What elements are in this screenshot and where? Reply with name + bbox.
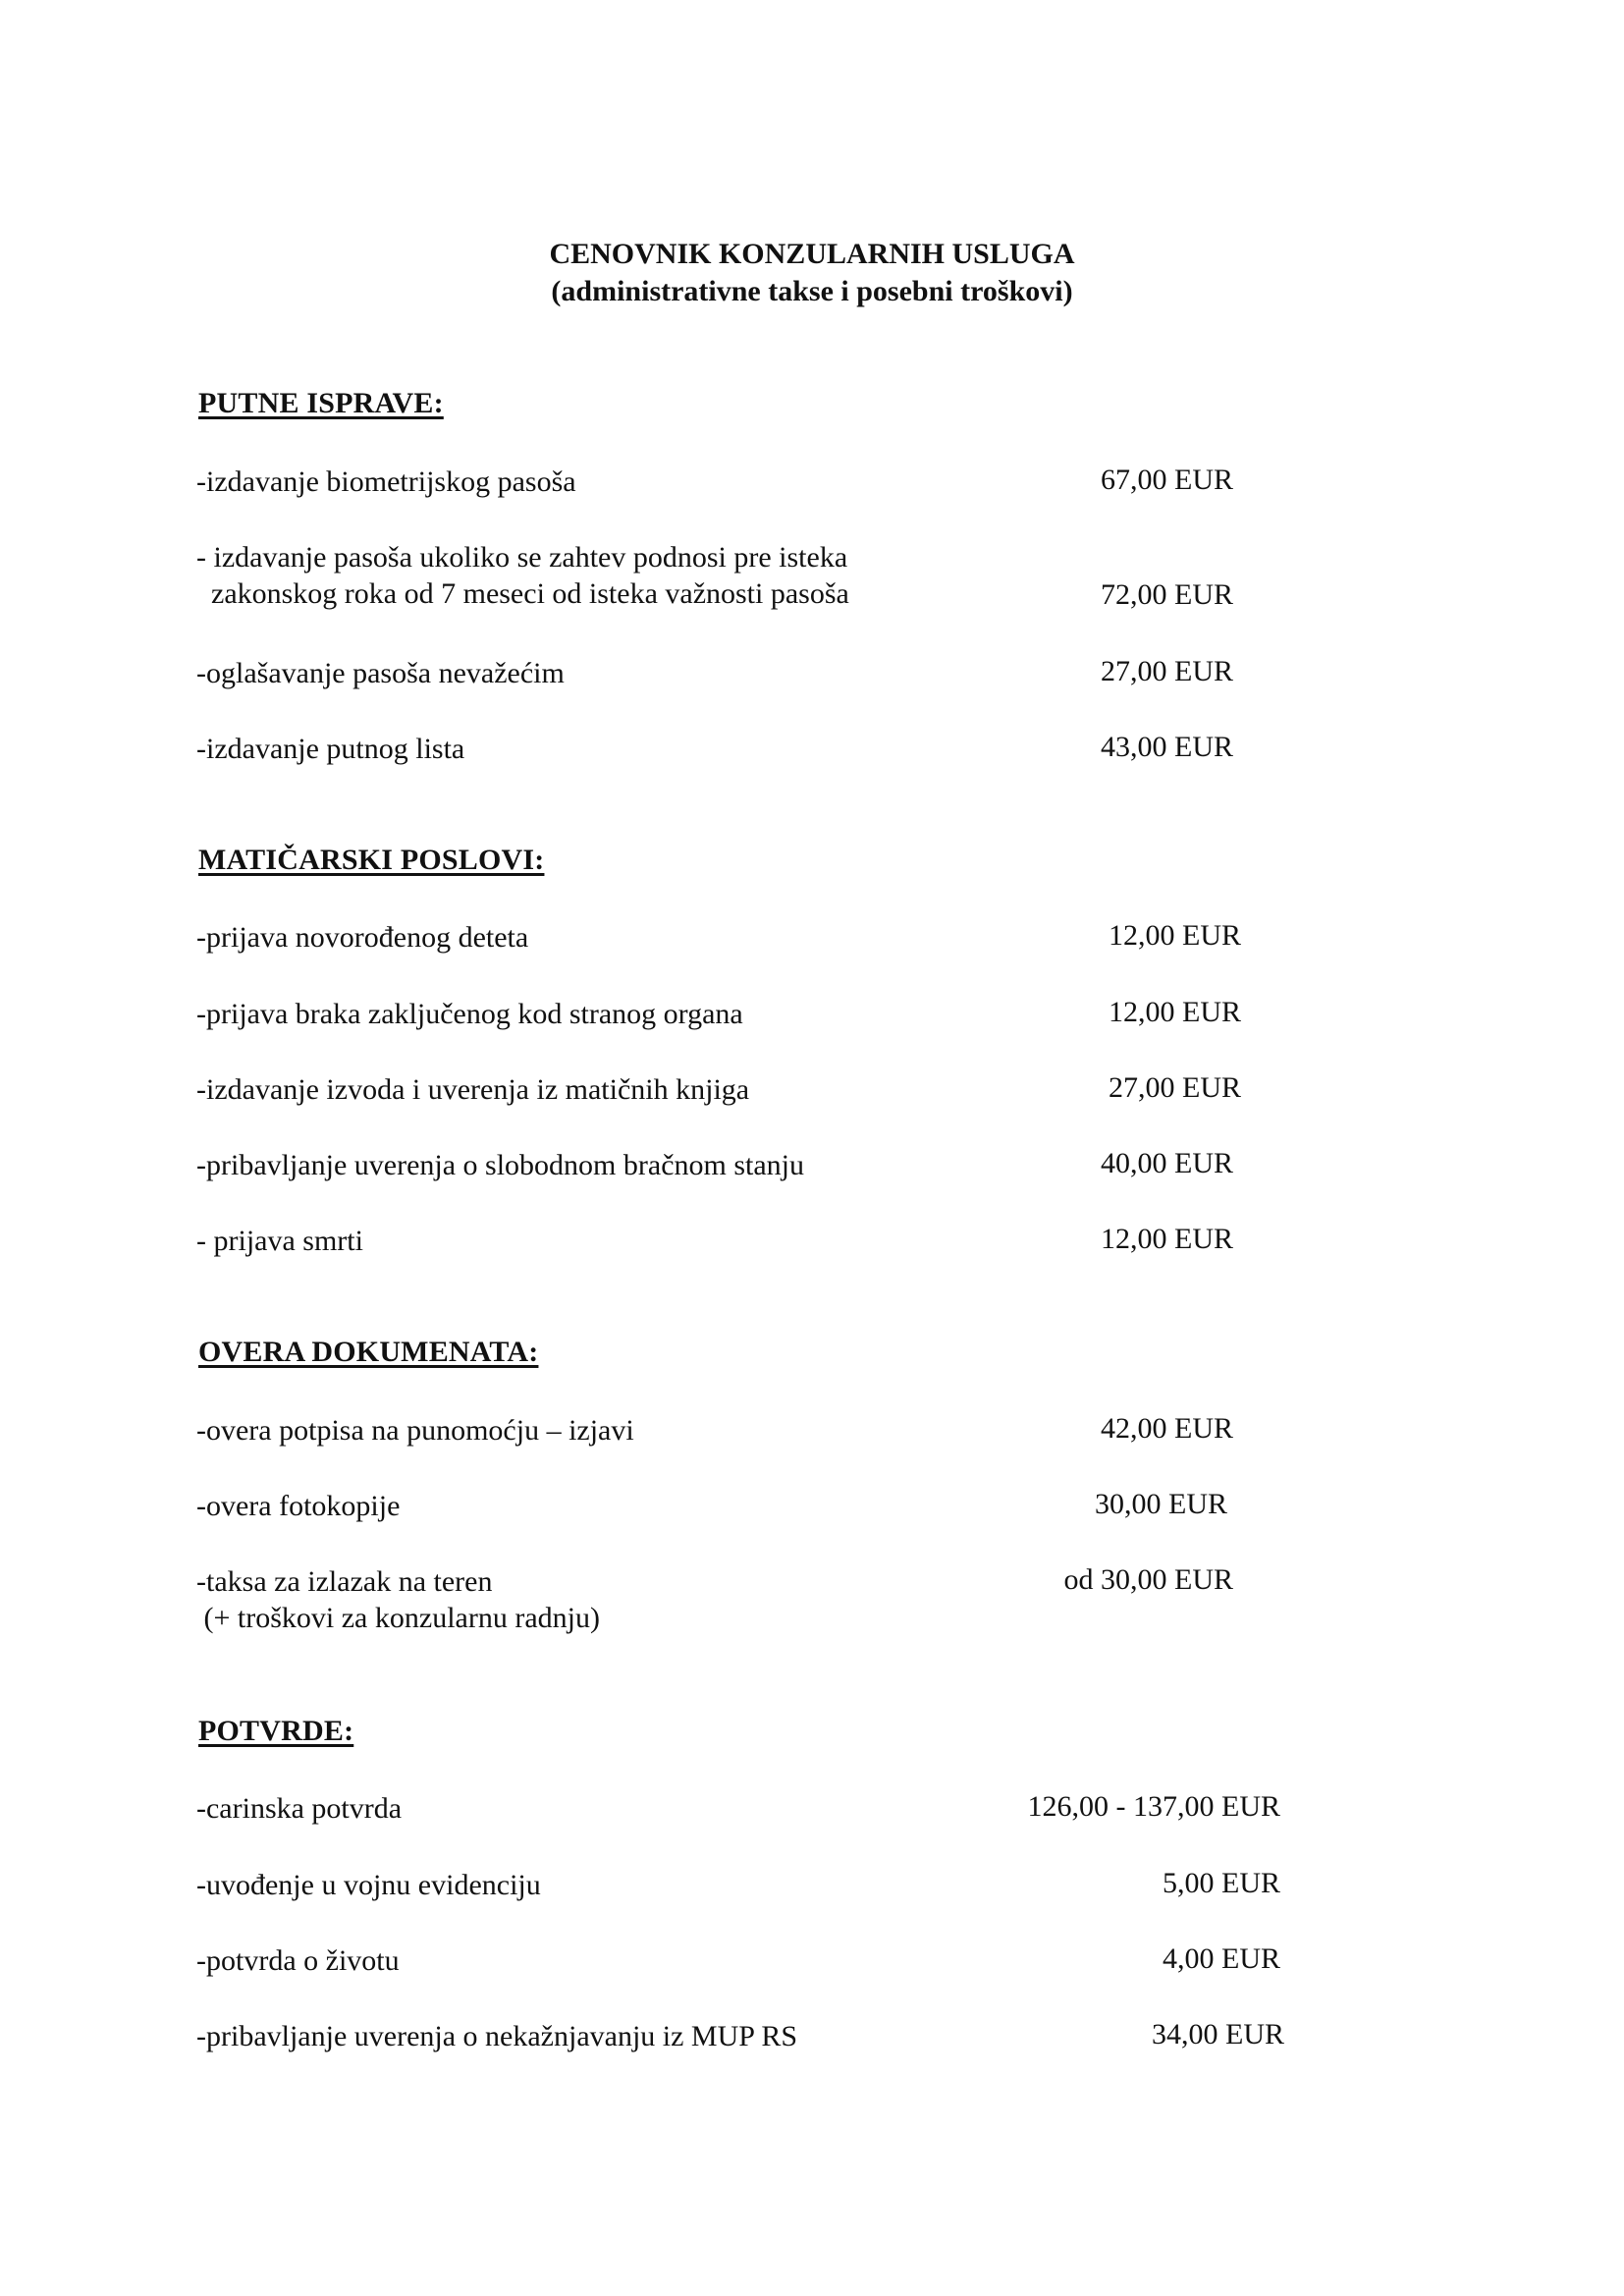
section-heading-putne-isprave: PUTNE ISPRAVE: xyxy=(198,387,444,419)
item-label: -izdavanje putnog lista xyxy=(196,733,465,765)
item-label-line1: -taksa za izlazak na teren xyxy=(196,1565,493,1598)
item-price: 12,00 EUR xyxy=(1101,1223,1233,1255)
section-heading-potvrde: POTVRDE: xyxy=(198,1715,354,1747)
item-price: 27,00 EUR xyxy=(1101,655,1233,687)
item-price: 43,00 EUR xyxy=(1101,731,1233,763)
item-label: -oglašavanje pasoša nevažećim xyxy=(196,657,565,689)
item-label xyxy=(196,539,849,612)
item-price: 12,00 EUR xyxy=(1109,996,1241,1028)
item-label: -potvrda o životu xyxy=(196,1944,400,1977)
item-price: 30,00 EUR xyxy=(1095,1488,1227,1520)
item-price: 67,00 EUR xyxy=(1101,464,1233,496)
item-price: 72,00 EUR xyxy=(1101,578,1233,611)
item-price: 5,00 EUR xyxy=(1163,1867,1280,1899)
item-label: -overa potpisa na punomoćju – izjavi xyxy=(196,1414,634,1447)
document-title-block xyxy=(0,236,1624,310)
item-label xyxy=(196,1563,600,1636)
item-label: -izdavanje biometrijskog pasoša xyxy=(196,465,576,498)
item-label-line2: (+ troškovi za konzularnu radnju) xyxy=(196,1602,600,1634)
item-label: -uvođenje u vojnu evidenciju xyxy=(196,1869,541,1901)
item-price: od 30,00 EUR xyxy=(1063,1563,1233,1596)
item-label: -prijava braka zaključenog kod stranog organa xyxy=(196,998,743,1030)
section-heading-maticarski-poslovi: MATIČARSKI POSLOVI: xyxy=(198,844,545,876)
item-price: 34,00 EUR xyxy=(1152,2018,1284,2050)
document-subtitle: (administrativne takse i posebni troškovi) xyxy=(551,275,1073,307)
item-label: - prijava smrti xyxy=(196,1225,363,1257)
item-label: -prijava novorođenog deteta xyxy=(196,921,529,954)
document-title: CENOVNIK KONZULARNIH USLUGA xyxy=(549,238,1075,270)
item-price: 126,00 - 137,00 EUR xyxy=(1027,1790,1280,1823)
item-price: 42,00 EUR xyxy=(1101,1412,1233,1445)
item-label-line1: - izdavanje pasoša ukoliko se zahtev podnosi pre isteka xyxy=(196,541,848,574)
item-price: 4,00 EUR xyxy=(1163,1942,1280,1975)
item-price: 12,00 EUR xyxy=(1109,919,1241,952)
item-price: 40,00 EUR xyxy=(1101,1147,1233,1179)
item-label: -overa fotokopije xyxy=(196,1490,401,1522)
item-label-line2: zakonskog roka od 7 meseci od isteka važnosti pasoša xyxy=(196,577,849,610)
item-label: -pribavljanje uverenja o nekažnjavanju iz MUP RS xyxy=(196,2020,798,2052)
item-price: 27,00 EUR xyxy=(1109,1071,1241,1104)
section-heading-overa-dokumenata: OVERA DOKUMENATA: xyxy=(198,1336,539,1368)
item-label: -pribavljanje uverenja o slobodnom bračnom stanju xyxy=(196,1149,804,1181)
item-label: -izdavanje izvoda i uverenja iz matičnih knjiga xyxy=(196,1073,750,1106)
item-label: -carinska potvrda xyxy=(196,1792,403,1825)
